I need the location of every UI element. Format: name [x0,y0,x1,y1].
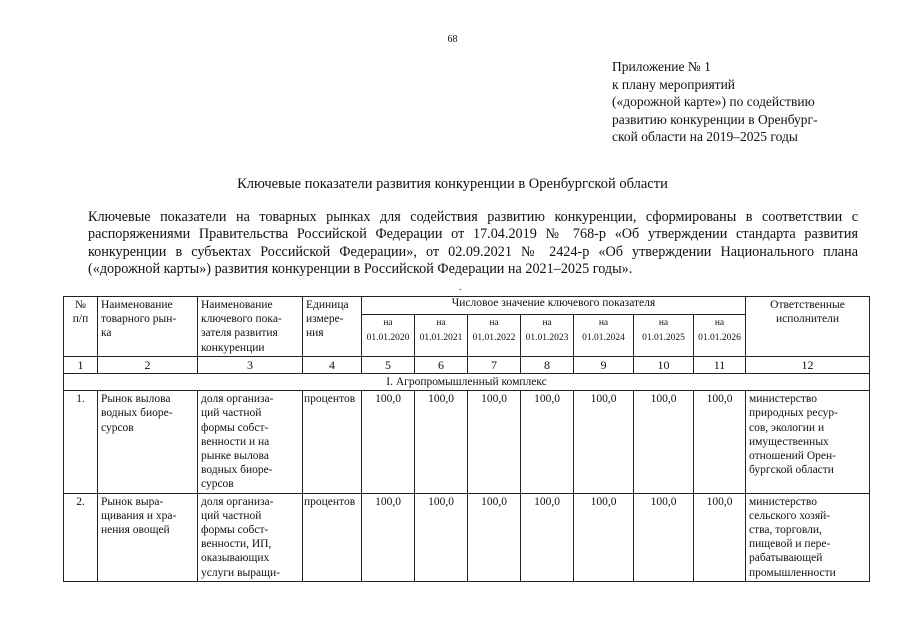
header-date [468,315,521,356]
column-number: 3 [198,356,303,373]
header-indicator [198,297,303,357]
cell-line: оказывающих [201,552,270,565]
date-value: 01.01.2022 [472,332,516,343]
intro-line: распоряжениями Правительства Российской Федерации от 17.04.2019 № 768-р «Об утверждении стандарта развития [88,226,858,243]
column-number: 4 [303,356,362,373]
cell-line: сурсов [101,421,134,434]
cell-line: имущественных [749,435,829,448]
column-number: 1 [64,356,98,373]
header-date [362,315,415,356]
appendix-line: ской области на 2019–2025 годы [612,129,798,144]
intro-line: («дорожной карты») развития конкуренции в Российской Федерации на 2021–2025 годы». [88,260,633,277]
intro-line: Ключевые показатели на товарных рынках для содействия развитию конкуренции, сформированы в соответствии с [88,209,858,225]
row-value: 100,0 [468,493,521,581]
date-prefix: на [436,318,446,329]
header-text: ка [101,327,112,340]
date-value: 01.01.2021 [419,332,463,343]
date-prefix: на [714,318,725,329]
header-responsible [746,297,870,357]
table-row [64,493,870,581]
row-value: 100,0 [634,493,694,581]
header-text: Единица [306,299,349,311]
cell-line: промышленности [749,566,836,579]
table-header-row [64,297,870,315]
row-value: 100,0 [362,391,415,493]
cell-line: природных ресур- [749,407,839,420]
cell-line: рынке вылова [201,450,269,463]
cell-line: доля организа- [201,495,274,508]
date-value: 01.01.2024 [582,332,625,343]
row-value: 100,0 [634,391,694,493]
stray-mark: . [459,282,462,293]
row-value: 100,0 [521,391,574,493]
cell-line: сов, экологии и [749,421,825,434]
row-value: 100,0 [415,391,468,493]
row-value: 100,0 [468,391,521,493]
date-prefix: на [489,318,499,329]
column-number: 12 [746,356,870,373]
date-value: 01.01.2026 [698,332,741,343]
date-value: 01.01.2020 [366,332,410,343]
row-value: 100,0 [694,391,746,493]
header-text: Ответственные [770,299,845,311]
row-value: 100,0 [521,493,574,581]
cell-line: бургской области [749,464,834,477]
cell-line: щивания и хра- [101,509,177,522]
cell-line: доля организа- [201,393,274,406]
intro-paragraph [88,209,858,278]
page-number: 68 [447,34,458,45]
document-title: Ключевые показатели развития конкуренции в Оренбургской области [237,176,668,192]
header-text: конкуренции [201,341,265,354]
row-market [98,391,198,493]
cell-line: ства, торговли, [749,524,822,537]
header-date [694,315,746,356]
row-number: 2. [64,493,98,581]
header-date [415,315,468,356]
header-text: товарного рын- [101,313,177,326]
table-row [64,391,870,493]
column-number: 7 [468,356,521,373]
header-text: № [75,299,86,311]
row-responsible [746,391,870,493]
cell-line: водных биоре- [201,464,273,477]
appendix-line: к плану мероприятий [612,76,736,92]
appendix-line: развитию конкуренции в Оренбург- [612,111,818,127]
cell-line: Рынок вылова [101,393,171,406]
cell-line: пищевой и пере- [749,538,831,551]
date-prefix: на [658,318,669,329]
section-row [64,374,870,391]
row-indicator [198,493,303,581]
row-value: 100,0 [362,493,415,581]
column-number-row [64,356,870,373]
header-date [634,315,694,356]
cell-line: формы собст- [201,524,269,537]
cell-line: сурсов [201,478,234,491]
column-number: 11 [694,356,746,373]
cell-line: услуги выращи- [201,566,280,579]
cell-line: венности, ИП, [201,538,272,551]
cell-line: министерство [749,393,817,406]
header-text: исполнители [775,313,840,326]
cell-line: водных биоре- [101,407,173,420]
appendix-note [612,58,872,146]
header-text: ключевого пока- [201,313,282,326]
date-value: 01.01.2025 [642,332,685,343]
header-date [574,315,634,356]
row-value: 100,0 [415,493,468,581]
header-num [64,297,98,357]
row-unit: процентов [303,493,362,581]
header-text: Наименование [201,299,273,311]
cell-line: Рынок выра- [101,495,164,508]
cell-line: ций частной [201,509,262,522]
cell-line: министерство [749,495,817,508]
row-value: 100,0 [694,493,746,581]
column-number: 5 [362,356,415,373]
row-value: 100,0 [574,493,634,581]
column-number: 9 [574,356,634,373]
column-number: 6 [415,356,468,373]
date-prefix: на [542,318,552,329]
row-number: 1. [64,391,98,493]
cell-line: рабатывающей [749,552,823,565]
header-text: ния [306,327,324,340]
row-value: 100,0 [574,391,634,493]
intro-line: конкуренции в субъектах Российской Федерации», от 02.09.2021 № 2424-р «Об утверждении Национального плана [88,243,858,260]
header-date [521,315,574,356]
header-text: п/п [72,313,89,326]
appendix-line: Приложение № 1 [612,59,711,74]
row-market [98,493,198,581]
cell-line: сельского хозяй- [749,509,831,522]
row-unit: процентов [303,391,362,493]
cell-line: нения овощей [101,524,170,537]
cell-line: венности и на [201,435,270,448]
header-value-group: Числовое значение ключевого показателя [362,297,746,315]
header-text: зателя развития [201,327,278,340]
indicators-table [63,296,870,582]
date-prefix: на [598,318,609,329]
header-market [98,297,198,357]
date-prefix: на [383,318,393,329]
column-number: 8 [521,356,574,373]
column-number: 10 [634,356,694,373]
cell-line: ций частной [201,407,262,420]
header-unit [303,297,362,357]
header-text: измере- [306,313,344,326]
row-indicator [198,391,303,493]
header-text: Наименование [101,299,173,311]
section-title: I. Агропромышленный комплекс [64,374,870,391]
appendix-line: («дорожной карте») по содействию [612,94,815,109]
date-value: 01.01.2023 [525,332,569,343]
cell-line: формы собст- [201,421,269,434]
column-number: 2 [98,356,198,373]
row-responsible [746,493,870,581]
cell-line: отношений Орен- [749,450,836,463]
